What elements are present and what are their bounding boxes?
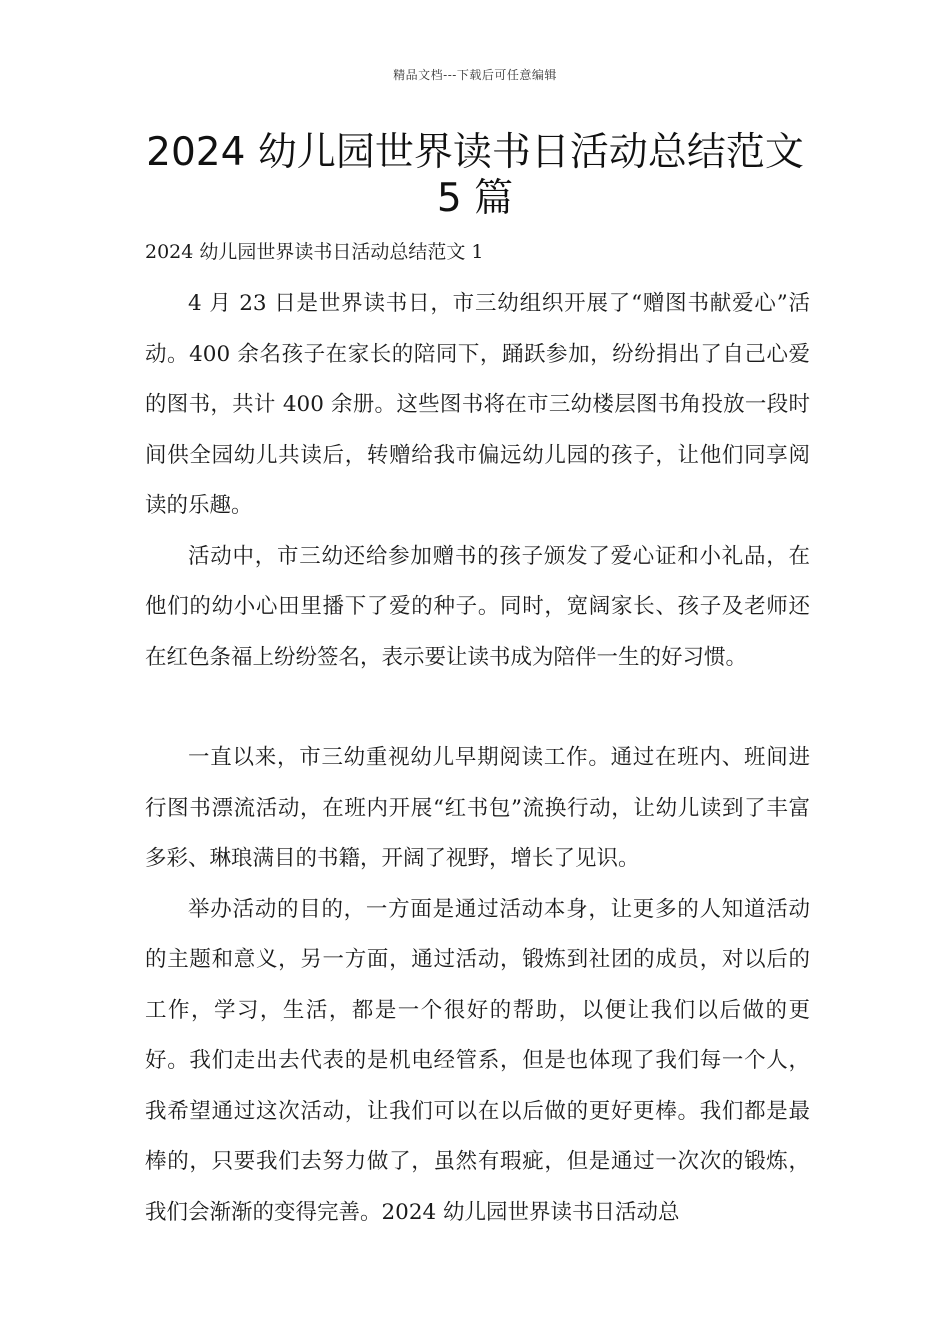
header-note: 精品文档---下载后可任意编辑: [393, 68, 557, 82]
document-title: 2024 幼儿园世界读书日活动总结范文 5 篇: [146, 130, 804, 221]
section-subtitle: 2024 幼儿园世界读书日活动总结范文 1: [145, 241, 484, 263]
paragraph-1: 4 月 23 日是世界读书日，市三幼组织开展了“赠图书献爱心”活动。400 余名孩子在家长的陪同下，踊跃参加，纷纷捐出了自己心爱的图书，共计 400 余册。这些图书将在市三幼楼层图书角投放一段时间供全园幼儿共读后，转赠给我市偏远幼儿园的孩子，让他们同享阅读的乐趣。: [145, 291, 810, 518]
body-text: [145, 279, 810, 1238]
paragraph-2: 活动中，市三幼还给参加赠书的孩子颁发了爱心证和小礼品，在他们的幼小心田里播下了爱的种子。同时，宽阔家长、孩子及老师还在红色条福上纷纷签名，表示要让读书成为陪伴一生的好习惯。: [145, 543, 810, 670]
paragraph-3: 一直以来，市三幼重视幼儿早期阅读工作。通过在班内、班间进行图书漂流活动，在班内开展“红书包”流换行动，让幼儿读到了丰富多彩、琳琅满目的书籍，开阔了视野，增长了见识。: [145, 745, 810, 871]
paragraph-4: 举办活动的目的，一方面是通过活动本身，让更多的人知道活动的主题和意义，另一方面，通过活动，锻炼到社团的成员，对以后的工作，学习，生活，都是一个很好的帮助，以便让我们以后做的更好。我们走出去代表的是机电经管系，但是也体现了我们每一个人，我希望通过这次活动，让我们可以在以后做的更好更棒。我们都是最棒的，只要我们去努力做了，虽然有瑕疵，但是通过一次次的锻炼，我们会渐渐的变得完善。2024 幼儿园世界读书日活动总: [145, 896, 810, 1225]
